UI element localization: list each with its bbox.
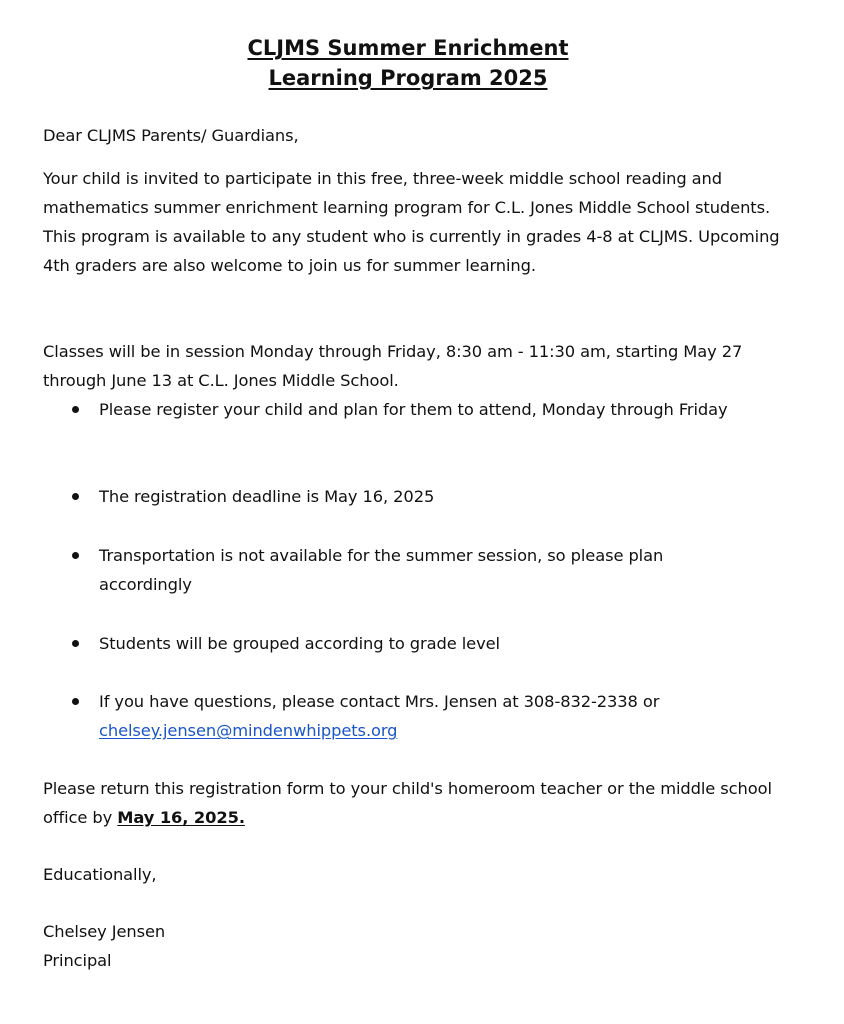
- bullet-dot-icon: [72, 406, 79, 413]
- contact-text: If you have questions, please contact Mrs. Jensen at 308-832-2338 or: [99, 692, 660, 711]
- signature-name: Chelsey Jensen: [43, 922, 166, 941]
- closing: Educationally,: [43, 865, 157, 884]
- page-title-line-2: Learning Program 2025: [268, 66, 548, 90]
- list-item-text: Students will be grouped according to grade level: [99, 634, 500, 653]
- bullet-dot-icon: [72, 493, 79, 500]
- page-title-line-1: CLJMS Summer Enrichment: [247, 36, 569, 60]
- list-item: [99, 541, 759, 599]
- list-item: [99, 629, 759, 658]
- return-paragraph: [43, 774, 783, 832]
- intro-paragraph: Your child is invited to participate in this free, three-week middle school reading and mathematics summer enrichment learning program for C.L. Jones Middle School students. This program is available to any student who is currently in grades 4-8 at CLJMS. Upcoming 4th graders are also welcome to join us for summer learning.: [43, 169, 780, 275]
- return-deadline: May 16, 2025.: [117, 808, 245, 827]
- bullet-dot-icon: [72, 552, 79, 559]
- signature-title: Principal: [43, 951, 112, 970]
- list-item: [99, 482, 759, 511]
- sessions-paragraph: Classes will be in session Monday through Friday, 8:30 am - 11:30 am, starting May 27 through June 13 at C.L. Jones Middle School.: [43, 342, 743, 390]
- contact-email-link[interactable]: chelsey.jensen@mindenwhippets.org: [99, 721, 398, 740]
- bullet-dot-icon: [72, 640, 79, 647]
- return-text: Please return this registration form to your child's homeroom teacher or the middle school office by: [43, 779, 772, 827]
- list-item: [99, 395, 759, 424]
- greeting: Dear CLJMS Parents/ Guardians,: [43, 126, 299, 145]
- list-item-text: Transportation is not available for the summer session, so please plan accordingly: [99, 546, 664, 594]
- bullet-dot-icon: [72, 698, 79, 705]
- list-item-text: The registration deadline is May 16, 2025: [99, 487, 435, 506]
- contact-list-item: [99, 687, 759, 745]
- list-item-text: Please register your child and plan for them to attend, Monday through Friday: [99, 400, 728, 419]
